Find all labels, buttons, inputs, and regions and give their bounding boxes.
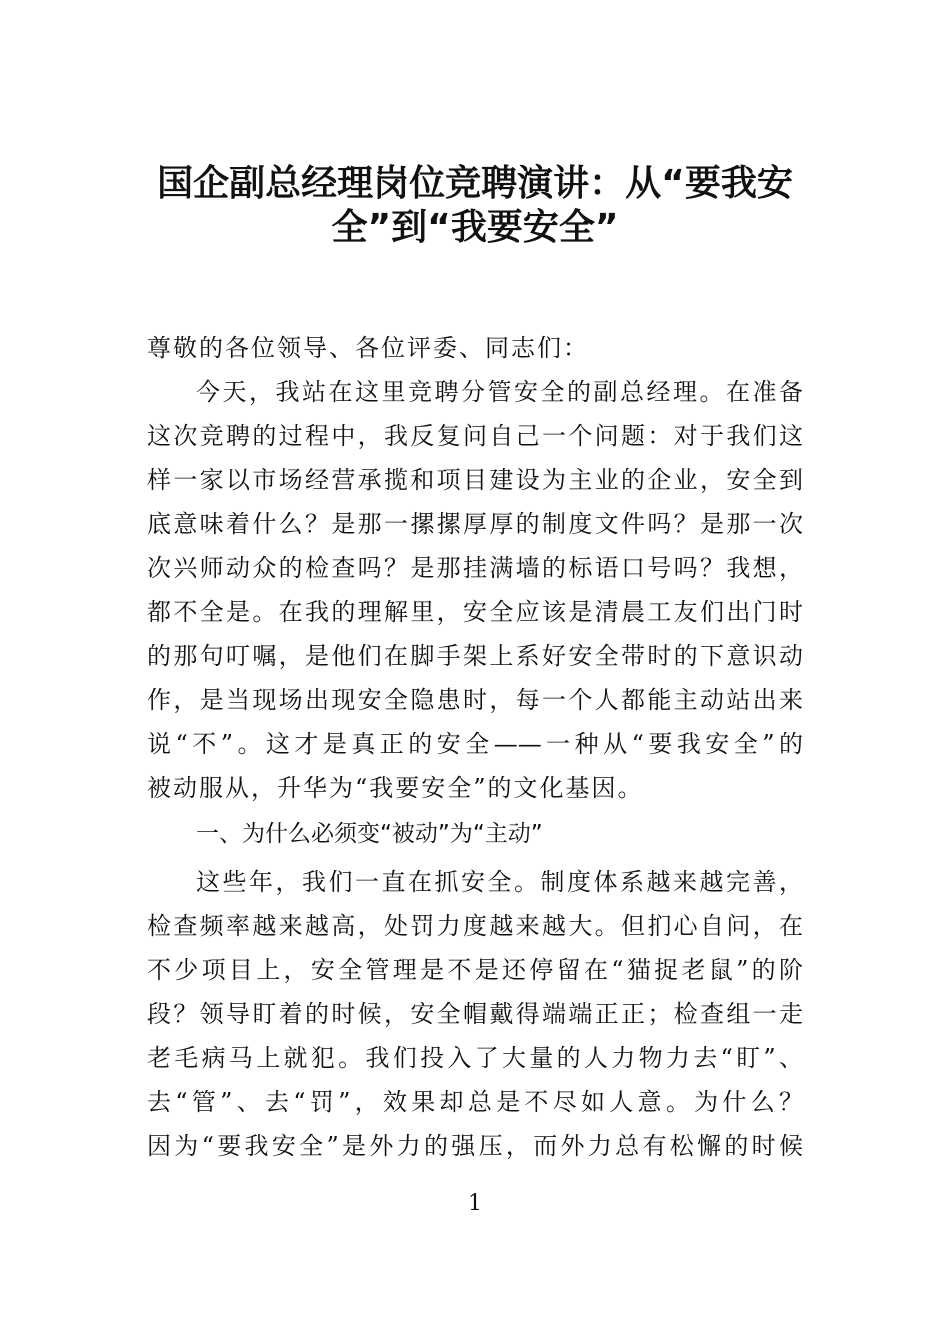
paragraph-1-line: 被动服从，升华为“我要安全”的文化基因。 bbox=[147, 774, 644, 802]
paragraph-2-line: 去“管”、去“罚”，效果却总是不尽如人意。为什么？ bbox=[147, 1088, 803, 1116]
paragraph-1-line: 作，是当现场出现安全隐患时，每一个人都能主动站出来 bbox=[147, 686, 803, 714]
paragraph-2-line: 因为“要我安全”是外力的强压，而外力总有松懈的时候 bbox=[147, 1132, 803, 1160]
paragraph-1-line: 这次竞聘的过程中，我反复问自己一个问题：对于我们这 bbox=[147, 422, 803, 450]
section-heading-1: 一、为什么必须变“被动”为“主动” bbox=[196, 821, 543, 847]
document-title-line-2: 全”到“我要安全” bbox=[331, 207, 619, 248]
paragraph-1-line: 次兴师动众的检查吗？是那挂满墙的标语口号吗？我想， bbox=[147, 554, 803, 582]
paragraph-1-line: 底意味着什么？是那一摞摞厚厚的制度文件吗？是那一次 bbox=[147, 510, 803, 538]
page-number: 1 bbox=[468, 1191, 482, 1216]
paragraph-1-line: 今天，我站在这里竞聘分管安全的副总经理。在准备 bbox=[196, 378, 803, 406]
paragraph-1-line: 的那句叮嘱，是他们在脚手架上系好安全带时的下意识动 bbox=[147, 642, 803, 670]
paragraph-2-line: 段？领导盯着的时候，安全帽戴得端端正正；检查组一走 bbox=[147, 1000, 803, 1028]
paragraph-2-line: 检查频率越来越高，处罚力度越来越大。但扪心自问，在 bbox=[147, 912, 803, 940]
paragraph-2-line: 老毛病马上就犯。我们投入了大量的人力物力去“盯”、 bbox=[147, 1044, 803, 1072]
paragraph-2-line: 这些年，我们一直在抓安全。制度体系越来越完善， bbox=[196, 868, 803, 896]
paragraph-1-line: 说“不”。这才是真正的安全——一种从“要我安全”的 bbox=[147, 730, 803, 758]
paragraph-1-line: 样一家以市场经营承揽和项目建设为主业的企业，安全到 bbox=[147, 466, 803, 494]
document-title-line-1: 国企副总经理岗位竞聘演讲：从“要我安 bbox=[157, 163, 793, 204]
paragraph-2-line: 不少项目上，安全管理是不是还停留在“猫捉老鼠”的阶 bbox=[147, 956, 803, 984]
paragraph-1-line: 都不全是。在我的理解里，安全应该是清晨工友们出门时 bbox=[147, 598, 803, 626]
salutation: 尊敬的各位领导、各位评委、同志们： bbox=[147, 334, 589, 362]
